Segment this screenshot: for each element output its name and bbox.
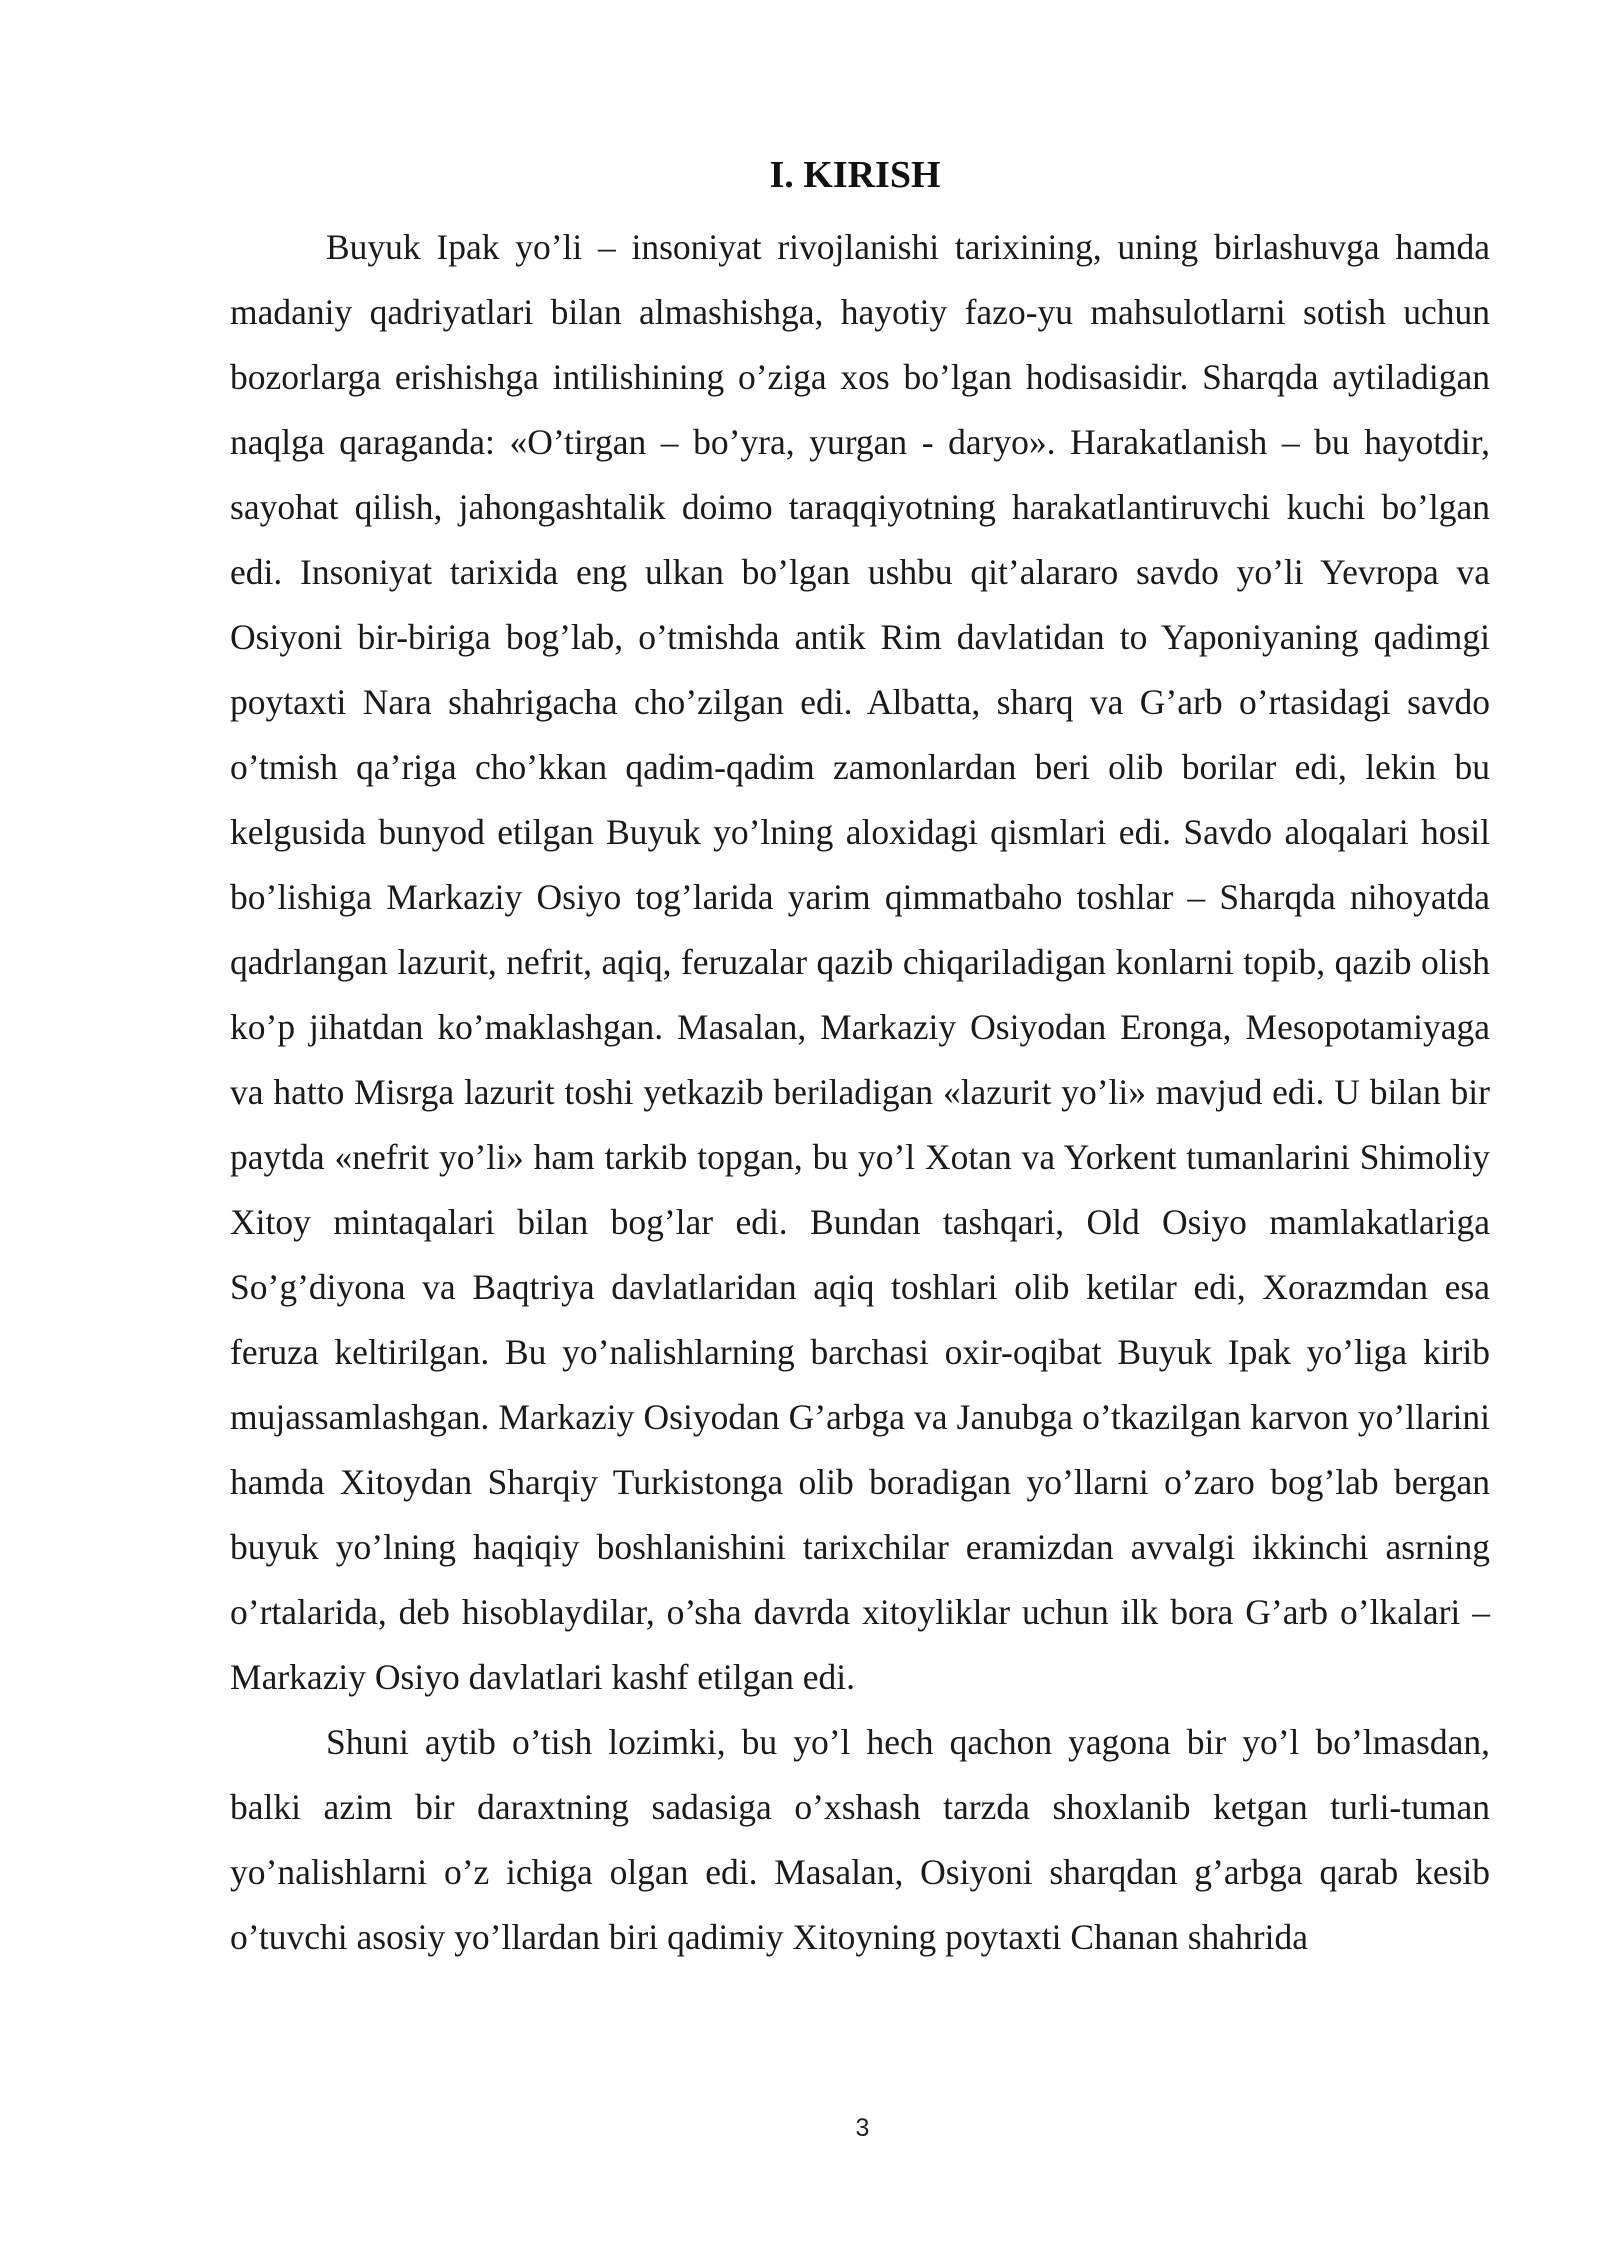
body-text <box>230 215 1490 1970</box>
paragraph-2: Shuni aytib o’tish lozimki, bu yo’l hech qachon yagona bir yo’l bo’lmasdan, balki azim bir daraxtning sadasiga o’xshash tarzda shoxlanib ketgan turli-tuman yo’nalishlarni o’z ichiga olgan edi. Masalan, Osiyoni sharqdan g’arbga qarab kesib o’tuvchi asosiy yo’llardan biri qadimiy Xitoyning poytaxti Chanan shahrida <box>230 1722 1490 1957</box>
page-number: 3 <box>855 2114 870 2142</box>
section-title: I. KIRISH <box>769 154 941 196</box>
paragraph-1: Buyuk Ipak yo’li – insoniyat rivojlanishi tarixining, uning birlashuvga hamda madaniy qadriyatlari bilan almashishga, hayotiy fazo-yu mahsulotlarni sotish uchun bozorlarga erishishga intilishining o’ziga xos bo’lgan hodisasidir. Sharqda aytiladigan naqlga qaraganda: «O’tirgan – bo’yra, yurgan - daryo». Harakatlanish – bu hayotdir, sayohat qilish, jahongashtalik doimo taraqqiyotning harakatlantiruvchi kuchi bo’lgan edi. Insoniyat tarixida eng ulkan bo’lgan ushbu qit’alararo savdo yo’li Yevropa va Osiyoni bir-biriga bog’lab, o’tmishda antik Rim davlatidan to Yaponiyaning qadimgi poytaxti Nara shahrigacha cho’zilgan edi. Albatta, sharq va G’arb o’rtasidagi savdo o’tmish qa’riga cho’kkan qadim-qadim zamonlardan beri olib borilar edi, lekin bu kelgusida bunyod etilgan Buyuk yo’lning aloxidagi qismlari edi. Savdo aloqalari hosil bo’lishiga Markaziy Osiyo tog’larida yarim qimmatbaho toshlar – Sharqda nihoyatda qadrlangan lazurit, nefrit, aqiq, feruzalar qazib chiqariladigan konlarni topib, qazib olish ko’p jihatdan ko’maklashgan. Masalan, Markaziy Osiyodan Eronga, Mesopotamiyaga va hatto Misrga lazurit toshi yetkazib beriladigan «lazurit yo’li» mavjud edi. U bilan bir paytda «nefrit yo’li» ham tarkib topgan, bu yo’l Xotan va Yorkent tumanlarini Shimoliy Xitoy mintaqalari bilan bog’lar edi. Bundan tashqari, Old Osiyo mamlakatlariga So’g’diyona va Baqtriya davlatlaridan aqiq toshlari olib ketilar edi, Xorazmdan esa feruza keltirilgan. Bu yo’nalishlarning barchasi oxir-oqibat Buyuk Ipak yo’liga kirib mujassamlashgan. Markaziy Osiyodan G’arbga va Janubga o’tkazilgan karvon yo’llarini hamda Xitoydan Sharqiy Turkistonga olib boradigan yo’llarni o’zaro bog’lab bergan buyuk yo’lning haqiqiy boshlanishini tarixchilar eramizdan avvalgi ikkinchi asrning o’rtalarida, deb hisoblaydilar, o’sha davrda xitoyliklar uchun ilk bora G’arb o’lkalari – Markaziy Osiyo davlatlari kashf etilgan edi. <box>230 227 1490 1697</box>
